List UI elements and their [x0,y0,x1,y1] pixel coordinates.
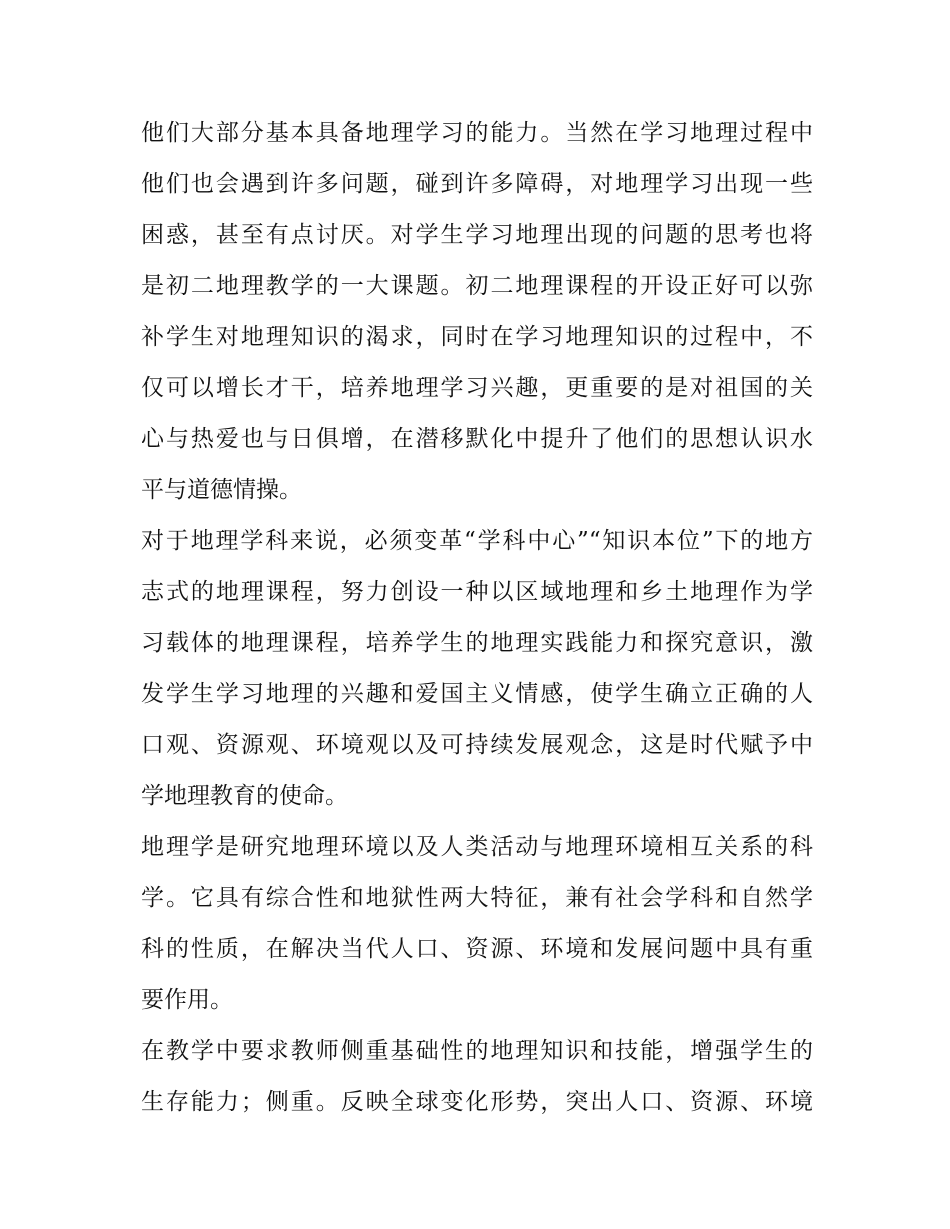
text-line: 习载体的地理课程，培养学生的地理实践能力和探究意识，激 [141,630,813,656]
text-line: 他们也会遇到许多问题，碰到许多障碍，对地理学习出现一些 [141,171,813,197]
text-line: 困惑，甚至有点讨厌。对学生学习地理出现的问题的思考也将 [141,222,813,248]
text-line: 学地理教育的使命。 [141,783,348,809]
text-line: 补学生对地理知识的渴求，同时在学习地理知识的过程中，不 [141,324,813,350]
text-line: 平与道德情操。 [141,477,302,503]
text-line: 地理学是研究地理环境以及人类活动与地理环境相互关系的科 [141,834,813,860]
text-line: 口观、资源观、环境观以及可持续发展观念，这是时代赋予中 [141,732,813,758]
text-line: 仅可以增长才干，培养地理学习兴趣，更重要的是对祖国的关 [141,375,813,401]
text-line: 志式的地理课程，努力创设一种以区域地理和乡土地理作为学 [141,579,813,605]
text-line: 是初二地理教学的一大课题。初二地理课程的开设正好可以弥 [141,273,813,299]
text-line: 发学生学习地理的兴趣和爱国主义情感，使学生确立正确的人 [141,681,813,707]
text-line: 对于地理学科来说，必须变革“学科中心”“知识本位”下的地方 [141,528,813,554]
text-line: 心与热爱也与日俱增，在潜移默化中提升了他们的思想认识水 [141,426,813,452]
text-line: 要作用。 [141,987,233,1013]
document-body [141,108,813,1128]
text-line: 在教学中要求教师侧重基础性的地理知识和技能，增强学生的 [141,1038,813,1064]
text-line: 科的性质，在解决当代人口、资源、环境和发展问题中具有重 [141,936,813,962]
text-line: 生存能力；侧重。反映全球变化形势，突出人口、资源、环境 [141,1089,813,1115]
text-line: 学。它具有综合性和地狱性两大特征，兼有社会学科和自然学 [141,885,813,911]
text-line: 他们大部分基本具备地理学习的能力。当然在学习地理过程中 [141,120,813,146]
